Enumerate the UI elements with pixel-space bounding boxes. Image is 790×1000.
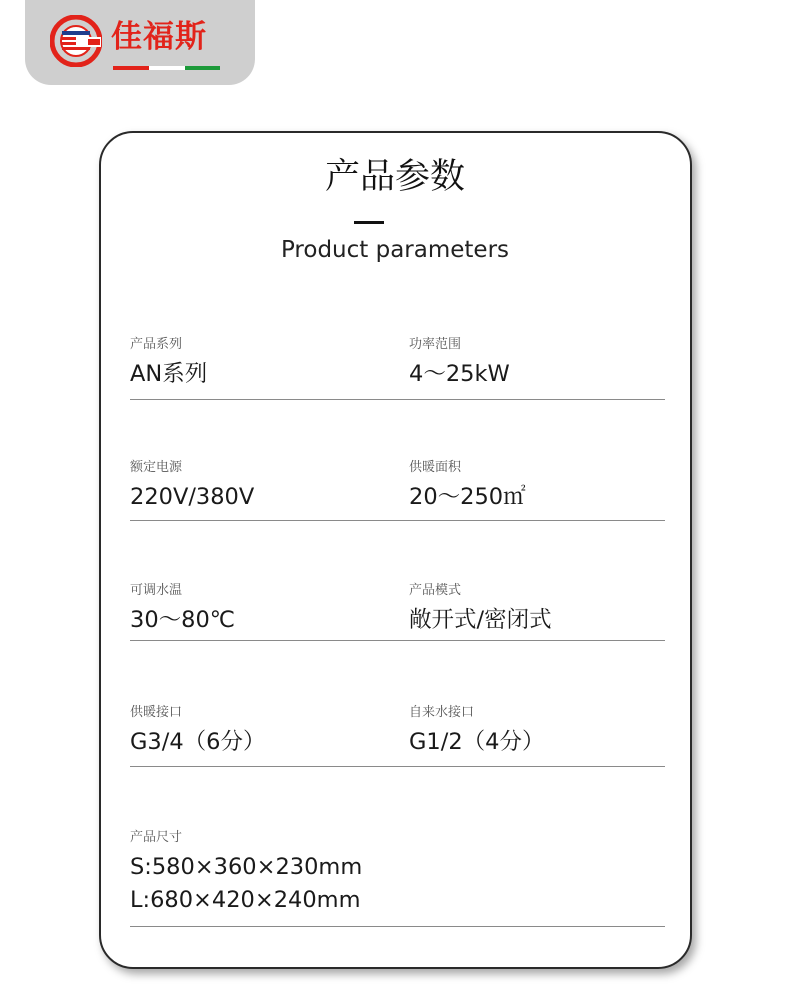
param-label: 供暖面积 [409,460,462,475]
globe-emblem-icon [50,15,102,67]
param-label: 功率范围 [409,337,462,352]
title-divider [354,221,384,224]
param-row [130,706,665,767]
param-value: G1/2（4分） [409,729,545,755]
param-label: 可调水温 [130,583,183,598]
param-value: AN系列 [130,361,208,387]
param-value: 4～25kW [409,361,510,387]
param-row [130,831,665,927]
size-small: S:580×360×230mm [130,854,363,880]
size-large: L:680×420×240mm [130,886,361,913]
param-value [130,851,362,916]
param-label: 产品系列 [130,337,183,352]
brand-name: 佳福斯 [111,19,207,55]
param-value: 220V/380V [130,484,255,510]
brand-stripe-white [149,66,185,70]
param-value: 30～80℃ [130,607,236,633]
param-label: 产品模式 [409,583,462,598]
param-value: G3/4（6分） [130,729,266,755]
param-label: 产品尺寸 [130,830,183,845]
param-label: 额定电源 [130,460,183,475]
brand-stripe-green [185,66,220,70]
brand-stripe-red [113,66,149,70]
brand-tab [25,0,255,85]
page-title: 产品参数 [324,157,465,197]
param-row [130,338,665,400]
param-value: 敞开式/密闭式 [409,607,552,633]
param-value: 20～250㎡ [409,484,526,510]
page-subtitle: Product parameters [280,237,510,263]
param-row [130,461,665,521]
param-row [130,584,665,641]
param-label: 供暖接口 [130,705,183,720]
param-label: 自来水接口 [409,705,475,720]
